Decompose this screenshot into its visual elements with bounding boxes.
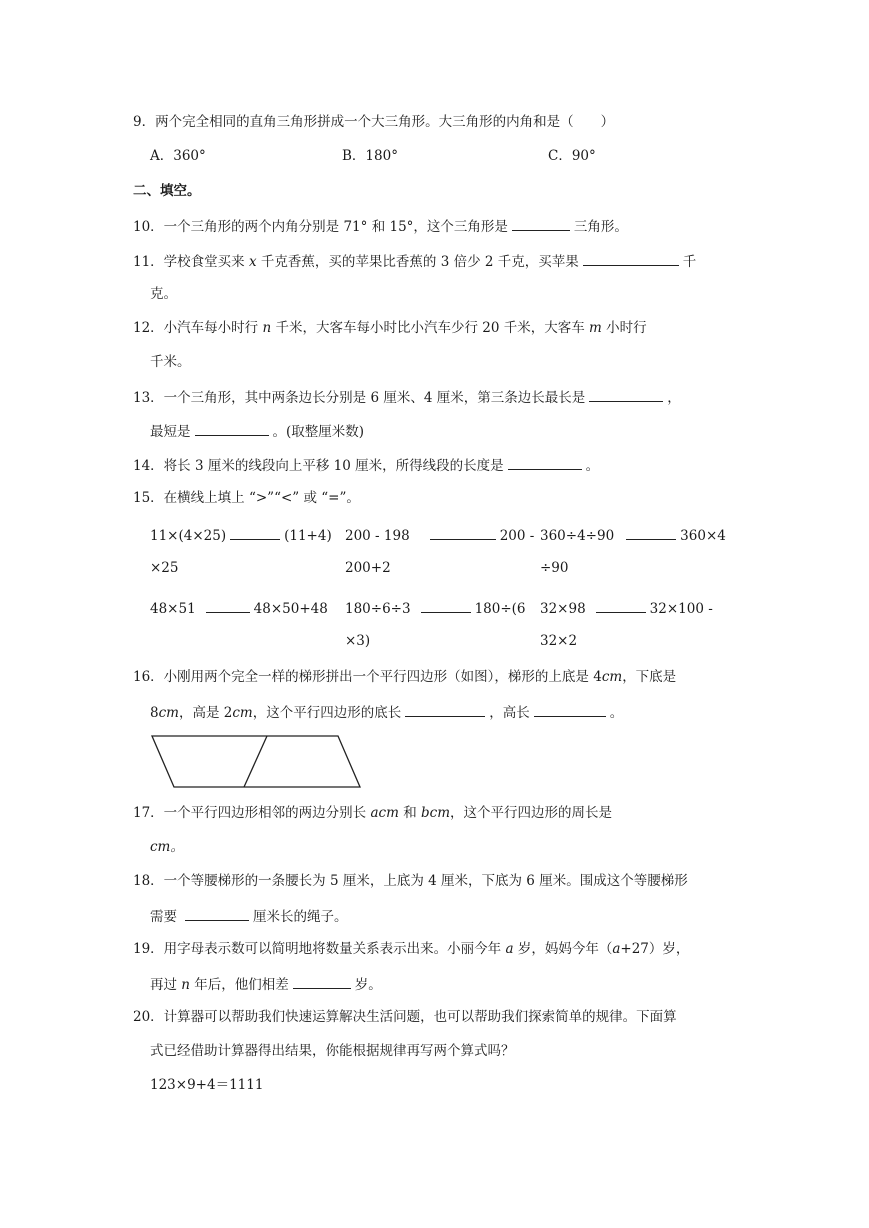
expr-r3a: 48×51 <box>150 601 196 617</box>
answer-blank-19[interactable] <box>293 973 351 989</box>
question-15-row3-col2 <box>345 597 526 619</box>
unit-cm: cm <box>232 705 253 721</box>
question-9-stem: 9．两个完全相同的直角三角形拼成一个大三角形。大三角形的内角和是（ ） <box>133 114 615 130</box>
expr-r1a: 11×(4×25) <box>150 528 227 544</box>
variable-n: n <box>262 320 272 336</box>
var-bcm: bcm <box>421 805 451 821</box>
answer-blank-15c[interactable] <box>626 524 676 540</box>
unit-cm: cm <box>601 669 623 685</box>
variable-x: x <box>248 254 257 270</box>
expr-r1d: 200 - <box>499 528 535 544</box>
question-18-line2 <box>150 905 348 927</box>
question-17-text: 17．一个平行四边形相邻的两边分别长 <box>133 805 371 821</box>
answer-blank-15f[interactable] <box>596 597 646 613</box>
question-15-row1-col3 <box>540 524 726 546</box>
expr-r3b: 48×50+48 <box>253 601 328 617</box>
answer-blank-15a[interactable] <box>230 524 280 540</box>
answer-blank-16b[interactable] <box>534 701 606 717</box>
question-20: 20．计算器可以帮助我们快速运算解决生活问题，也可以帮助我们探索简单的规律。下面算 <box>133 1009 677 1025</box>
question-14-text: 14．将长 3 厘米的线段向上平移 10 厘米，所得线段的长度是 <box>133 458 504 474</box>
expr-r2a: ×25 <box>150 560 179 576</box>
question-19-line2-text: 再过 <box>150 977 182 993</box>
question-20-line2: 式已经借助计算器得出结果，你能根据规律再写两个算式吗？ <box>150 1043 515 1059</box>
question-18-line2-text: 需要 <box>150 909 177 925</box>
question-11 <box>133 250 696 272</box>
question-9 <box>133 112 614 132</box>
question-19-text-b: 岁，妈妈今年（ <box>513 941 613 957</box>
q16-text-base: ，这个平行四边形的底长 <box>252 705 402 721</box>
expr-r3f: 32×100 - <box>649 601 713 617</box>
section-heading-fill-in: 二、填空。 <box>133 183 201 199</box>
variable-a: a <box>612 941 621 957</box>
answer-blank-11[interactable] <box>583 250 679 266</box>
question-14-text-after: 。 <box>585 458 600 474</box>
variable-a: a <box>505 941 514 957</box>
question-13-text: 13．一个三角形，其中两条边长分别是 6 厘米、4 厘米，第三条边长最长是 <box>133 390 586 406</box>
question-14 <box>133 454 599 476</box>
expr-r3c: 180÷6÷3 <box>345 601 411 617</box>
question-17-text-after: ，这个平行四边形的周长是 <box>450 805 613 821</box>
question-15-row1-col1 <box>150 524 332 546</box>
question-19-text: 19．用字母表示数可以简明地将数量关系表示出来。小丽今年 <box>133 941 506 957</box>
parallelogram-figure <box>150 734 364 790</box>
question-13-line2-text: 最短是 <box>150 424 191 440</box>
expr-r2b: 200+2 <box>345 560 391 576</box>
expr-r3e: 32×98 <box>540 601 586 617</box>
question-11-text: 11．学校食堂买来 <box>133 254 249 270</box>
trapezoid-divider <box>244 736 267 787</box>
question-18: 18．一个等腰梯形的一条腰长为 5 厘米，上底为 4 厘米，下底为 6 厘米。围成这个等腰梯形 <box>133 873 688 889</box>
question-17-line2 <box>150 837 184 857</box>
question-20-example: 123×9+4＝1111 <box>150 1077 264 1093</box>
expr-r4b: 32×2 <box>540 633 578 649</box>
variable-n: n <box>181 977 190 993</box>
question-12-line2: 千米。 <box>150 354 191 370</box>
q16-text-end: 。 <box>609 705 624 721</box>
answer-blank-16a[interactable] <box>405 701 485 717</box>
expr-r1f: 360×4 <box>680 528 726 544</box>
expr-r2c: ÷90 <box>540 560 569 576</box>
answer-blank-13a[interactable] <box>589 386 663 402</box>
question-12-text-after: 小时行 <box>601 320 647 336</box>
question-19-line2-text-c: 岁。 <box>354 977 382 993</box>
question-15-stem: 15．在横线上填上 “>”“<” 或 “=”。 <box>133 490 360 506</box>
expr-r1b: (11+4) <box>284 528 332 544</box>
question-9-option-a: A．360° <box>150 148 206 164</box>
question-15-row3-col1 <box>150 597 328 619</box>
q16-text-height-label: ，高长 <box>489 705 530 721</box>
question-10-text-after: 三角形。 <box>573 219 628 235</box>
question-11-text-after: 千 <box>682 254 697 270</box>
answer-blank-14[interactable] <box>508 454 582 470</box>
answer-blank-15e[interactable] <box>421 597 471 613</box>
question-19-text-c: +27）岁， <box>620 941 690 957</box>
variable-m: m <box>589 320 602 336</box>
question-19 <box>133 939 689 959</box>
question-12-text-mid: 千米，大客车每小时比小汽车少行 20 千米，大客车 <box>271 320 590 336</box>
expr-r1c: 200 - 198 <box>345 528 410 544</box>
expr-r4a: ×3) <box>345 633 371 649</box>
question-19-line2 <box>150 973 382 995</box>
question-13-line2-text-after: 。(取整厘米数) <box>272 424 365 440</box>
question-16 <box>133 667 676 687</box>
question-10 <box>133 215 628 237</box>
q16-text-height: ，高是 2 <box>178 705 233 721</box>
unit-cm: cm。 <box>150 839 184 855</box>
q16-value-8: 8 <box>150 705 159 721</box>
question-16-text-b: ，下底是 <box>622 669 677 685</box>
question-17-text-mid: 和 <box>398 805 421 821</box>
question-15-row1-col2 <box>345 524 534 546</box>
question-9-option-c: C．90° <box>548 148 596 164</box>
question-11-line2: 克。 <box>150 286 177 302</box>
question-12 <box>133 318 647 338</box>
expr-r3d: 180÷(6 <box>474 601 526 617</box>
question-12-text: 12．小汽车每小时行 <box>133 320 263 336</box>
question-11-text-mid: 千克香蕉，买的苹果比香蕉的 3 倍少 2 千克，买苹果 <box>256 254 579 270</box>
answer-blank-15d[interactable] <box>206 597 250 613</box>
expr-r1e: 360÷4÷90 <box>540 528 615 544</box>
question-16-text: 16．小刚用两个完全一样的梯形拼出一个平行四边形（如图），梯形的上底是 4 <box>133 669 602 685</box>
question-17 <box>133 803 612 823</box>
question-13-line2 <box>150 420 364 442</box>
answer-blank-13b[interactable] <box>195 420 269 436</box>
answer-blank-18[interactable] <box>185 905 249 921</box>
answer-blank-15b[interactable] <box>430 524 496 540</box>
question-15-row3-col3 <box>540 597 713 619</box>
unit-cm: cm <box>158 705 179 721</box>
answer-blank-10[interactable] <box>512 215 570 231</box>
question-16-line2 <box>150 701 623 723</box>
var-acm: acm <box>370 805 399 821</box>
question-13-text-after: ， <box>667 390 681 406</box>
question-19-line2-text-b: 年后，他们相差 <box>190 977 289 993</box>
question-18-line2-text-after: 厘米长的绳子。 <box>253 909 348 925</box>
question-10-text: 10．一个三角形的两个内角分别是 71° 和 15°，这个三角形是 <box>133 219 508 235</box>
question-9-option-b: B．180° <box>342 148 398 164</box>
question-13 <box>133 386 681 408</box>
